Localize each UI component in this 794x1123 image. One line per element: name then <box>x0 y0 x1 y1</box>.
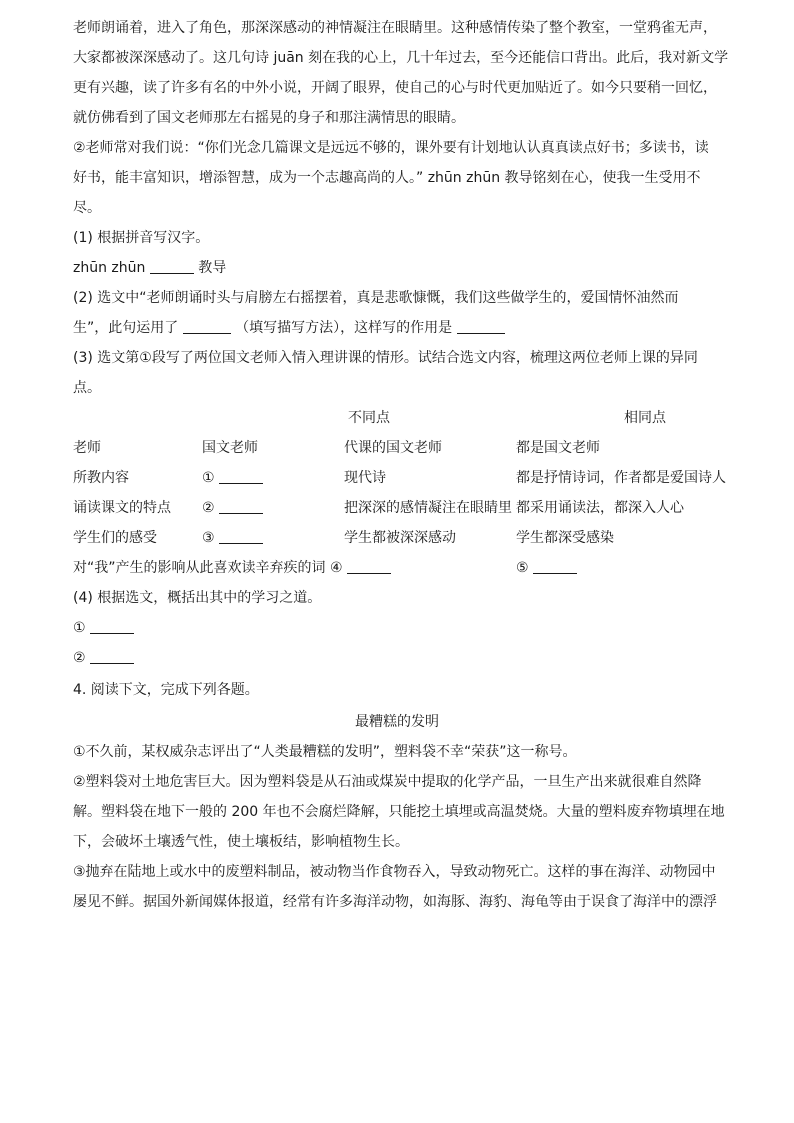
answer-blank[interactable] <box>90 649 134 664</box>
passage-line: 大家都被深深感动了。这几句诗 juān 刻在我的心上，几十年过去，至今还能信口背出。此后，我对新文学 <box>73 50 729 66</box>
question-2-line-2 <box>73 318 505 338</box>
question-3-line-1: (3) 选文第①段写了两位国文老师入情入理讲课的情形。试结合选文内容，梳理这两位老师上课的异同 <box>73 350 698 366</box>
section-4-heading: 4. 阅读下文，完成下列各题。 <box>73 682 259 698</box>
question-4-item-1 <box>73 618 134 638</box>
table-cell-c: 都是国文老师 <box>516 440 600 456</box>
article-title: 最糟糕的发明 <box>355 714 439 730</box>
table-cell-c <box>516 558 577 578</box>
question-1-suffix: 教导 <box>198 260 227 276</box>
blank-number: ③ <box>202 530 215 546</box>
table-cell-c: 都是抒情诗词，作者都是爱国诗人 <box>516 470 726 486</box>
passage-line: 尽。 <box>73 200 101 216</box>
blank-number: ② <box>202 500 215 516</box>
table-row-label: 学生们的感受 <box>73 530 157 546</box>
answer-blank[interactable] <box>219 469 263 484</box>
table-cell-b: 现代诗 <box>344 470 386 486</box>
table-cell-b: 学生都被深深感动 <box>344 530 456 546</box>
answer-blank[interactable] <box>219 529 263 544</box>
table-cell-c: 都采用诵读法，都深入人心 <box>516 500 684 516</box>
passage-line: 就仿佛看到了国文老师那左右摇晃的身子和那注满情思的眼睛。 <box>73 110 465 126</box>
question-2-text-b: （填写描写方法），这样写的作用是 <box>235 320 453 336</box>
table-row <box>73 558 391 578</box>
blank-number: ② <box>73 650 86 666</box>
answer-blank[interactable] <box>533 559 577 574</box>
blank-number: ① <box>202 470 215 486</box>
table-cell-b: 把深深的感情凝注在眼睛里 <box>344 500 512 516</box>
question-1-prompt: (1) 根据拼音写汉字。 <box>73 230 210 246</box>
question-4-item-2 <box>73 648 134 668</box>
table-row-label: 对“我”产生的影响 <box>73 560 186 576</box>
article-line: ①不久前，某权威杂志评出了“人类最糟糕的发明”，塑料袋不幸“荣获”这一称号。 <box>73 744 577 760</box>
table-header-same: 相同点 <box>624 410 666 426</box>
question-2-text-a: 生”，此句运用了 <box>73 320 179 336</box>
article-line: ③抛弃在陆地上或水中的废塑料制品，被动物当作食物吞入，导致动物死亡。这样的事在海洋、动物园中 <box>73 864 716 880</box>
answer-blank[interactable] <box>150 259 194 274</box>
blank-number: ① <box>73 620 86 636</box>
question-3-line-2: 点。 <box>73 380 101 396</box>
blank-number: ⑤ <box>516 560 529 576</box>
table-row-label: 老师 <box>73 440 101 456</box>
passage-line: 更有兴趣，读了许多有名的中外小说，开阔了眼界，使自己的心与时代更加贴近了。如今只要稍一回忆， <box>73 80 717 96</box>
question-4-prompt: (4) 根据选文，概括出其中的学习之道。 <box>73 590 322 606</box>
answer-blank[interactable] <box>183 319 231 334</box>
article-line: 屡见不鲜。据国外新闻媒体报道，经常有许多海洋动物，如海豚、海豹、海龟等由于误食了海洋中的漂浮 <box>73 894 717 910</box>
table-cell-a: 国文老师 <box>202 440 258 456</box>
question-1-answer-line <box>73 258 226 278</box>
answer-blank[interactable] <box>219 499 263 514</box>
table-cell-a <box>202 528 263 548</box>
article-line: 下，会破坏土壤透气性，使土壤板结，影响植物生长。 <box>73 834 409 850</box>
answer-blank[interactable] <box>457 319 505 334</box>
table-cell-b: 代课的国文老师 <box>344 440 442 456</box>
question-1-pinyin: zhūn zhūn <box>73 260 146 276</box>
table-cell-a <box>202 498 263 518</box>
blank-number: ④ <box>329 560 343 576</box>
table-row-label: 所教内容 <box>73 470 129 486</box>
answer-blank[interactable] <box>347 559 391 574</box>
table-cell-c: 学生都深受感染 <box>516 530 614 546</box>
article-line: 解。塑料袋在地下一般的 200 年也不会腐烂降解，只能挖土填埋或高温焚烧。大量的塑料废弃物填埋在地 <box>73 804 725 820</box>
question-2-line-1: (2) 选文中“老师朗诵时头与肩膀左右摇摆着，真是悲歌慷慨，我们这些做学生的，爱国情怀油然而 <box>73 290 679 306</box>
article-line: ②塑料袋对土地危害巨大。因为塑料袋是从石油或煤炭中提取的化学产品，一旦生产出来就很难自然降 <box>73 774 702 790</box>
answer-blank[interactable] <box>90 619 134 634</box>
passage-line: 老师朗诵着，进入了角色，那深深感动的神情凝注在眼睛里。这种感情传染了整个教室，一堂鸦雀无声， <box>73 20 717 36</box>
table-cell-a <box>202 468 263 488</box>
table-row-label: 诵读课文的特点 <box>73 500 171 516</box>
table-header-diff: 不同点 <box>348 410 390 426</box>
table-cell-a: 从此喜欢读辛弃疾的词 <box>185 560 326 576</box>
passage-line: ②老师常对我们说：“你们光念几篇课文是远远不够的，课外要有计划地认认真真读点好书；多读书，读 <box>73 140 709 156</box>
passage-line: 好书，能丰富知识，增添智慧，成为一个志趣高尚的人。” zhūn zhūn 教导铭刻在心，使我一生受用不 <box>73 170 701 186</box>
